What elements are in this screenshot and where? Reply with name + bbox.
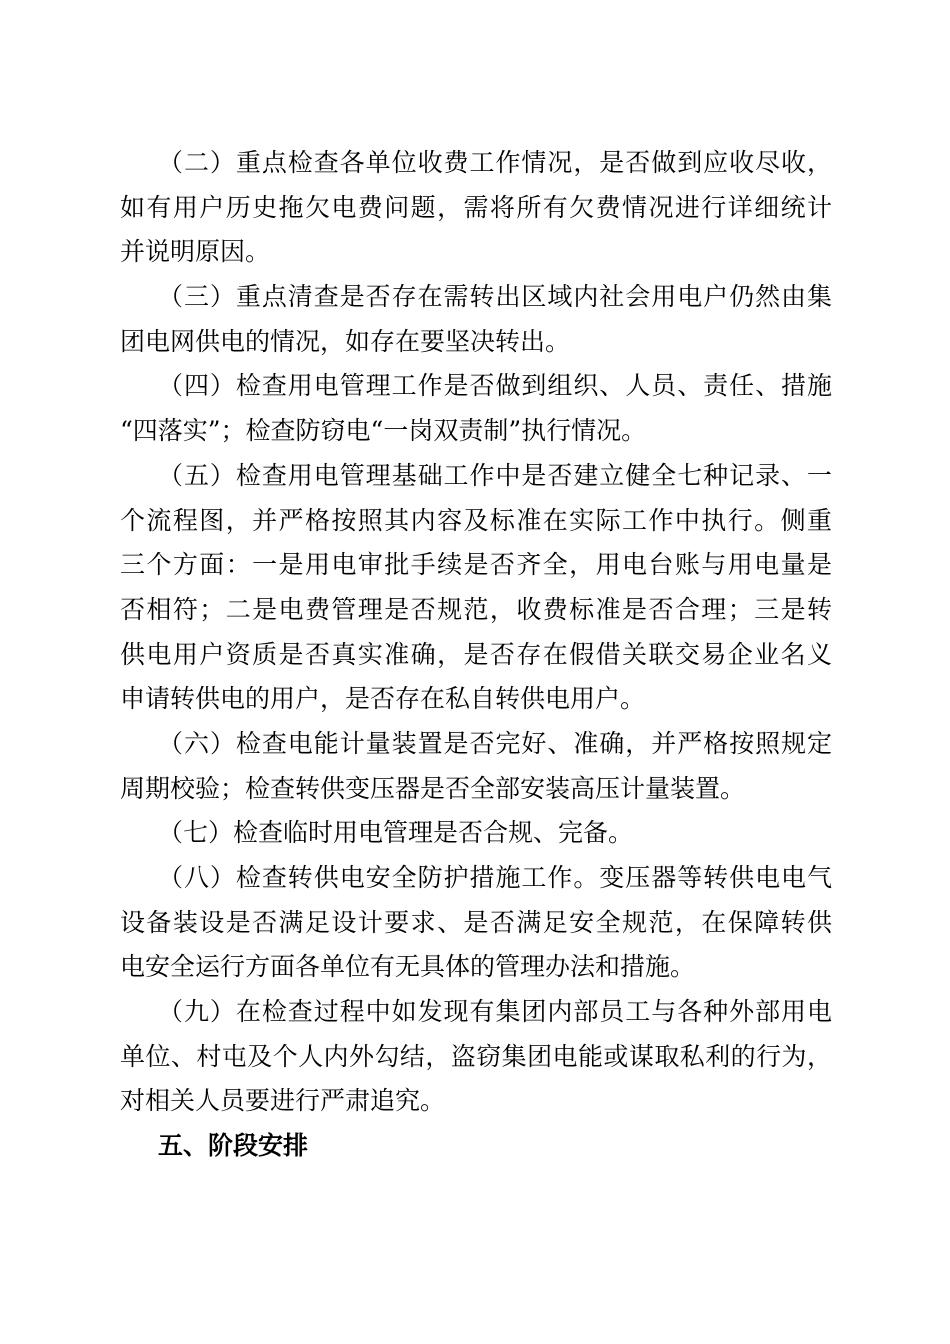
text-line: （六）检查电能计量装置是否完好、准确，并严格按照规定 [158,728,832,758]
text-line: 供电用户资质是否真实准确，是否存在假借关联交易企业名义 [120,639,832,669]
text-line: 否相符；二是电费管理是否规范，收费标准是否合理；三是转 [120,594,832,624]
text-line: （三）重点清查是否存在需转出区域内社会用电户仍然由集 [158,282,832,312]
text-line: 团电网供电的情况，如存在要坚决转出。 [120,326,571,356]
text-line: 并说明原因。 [120,237,271,267]
text-line: 单位、村屯及个人内外勾结，盗窃集团电能或谋取私利的行为， [120,1041,832,1071]
text-line: 对相关人员要进行严肃追究。 [120,1086,446,1116]
item-5-paragraph [120,454,832,722]
text-line: 电安全运行方面各单位有无具体的管理办法和措施。 [120,952,696,982]
item-8-paragraph [120,856,832,990]
text-line: （八）检查转供电安全防护措施工作。变压器等转供电电气 [158,863,832,892]
text-line: 申请转供电的用户，是否存在私自转供电用户。 [120,684,646,714]
item-2-paragraph [120,141,832,275]
text-line: （九）在检查过程中如发现有集团内部员工与各种外部用电 [158,997,832,1027]
section-heading: 五、阶段安排 [158,1131,309,1161]
item-4-paragraph [120,364,832,453]
text-line: 三个方面：一是用电审批手续是否齐全，用电台账与用电量是 [120,550,832,580]
item-9-paragraph [120,990,832,1124]
text-line: （四）检查用电管理工作是否做到组织、人员、责任、措施 [158,371,832,401]
text-line: 个流程图，并严格按照其内容及标准在实际工作中执行。侧重 [120,505,832,535]
text-line: 设备装设是否满足设计要求、是否满足安全规范，在保障转供 [120,907,832,937]
text-line: 周期校验；检查转供变压器是否全部安装高压计量装置。 [120,773,746,803]
text-line: 如有用户历史拖欠电费问题，需将所有欠费情况进行详细统计 [120,192,832,222]
text-line: （七）检查临时用电管理是否合规、完备。 [158,818,634,848]
text-line: （二）重点检查各单位收费工作情况，是否做到应收尽收， [158,148,832,177]
text-line: （五）检查用电管理基础工作中是否建立健全七种记录、一 [158,460,832,490]
item-7-paragraph [120,811,832,856]
document-page [120,141,832,1169]
item-6-paragraph [120,722,832,811]
text-line: “四落实”；检查防窃电“一岗双责制”执行情况。 [120,416,647,446]
item-3-paragraph [120,275,832,364]
